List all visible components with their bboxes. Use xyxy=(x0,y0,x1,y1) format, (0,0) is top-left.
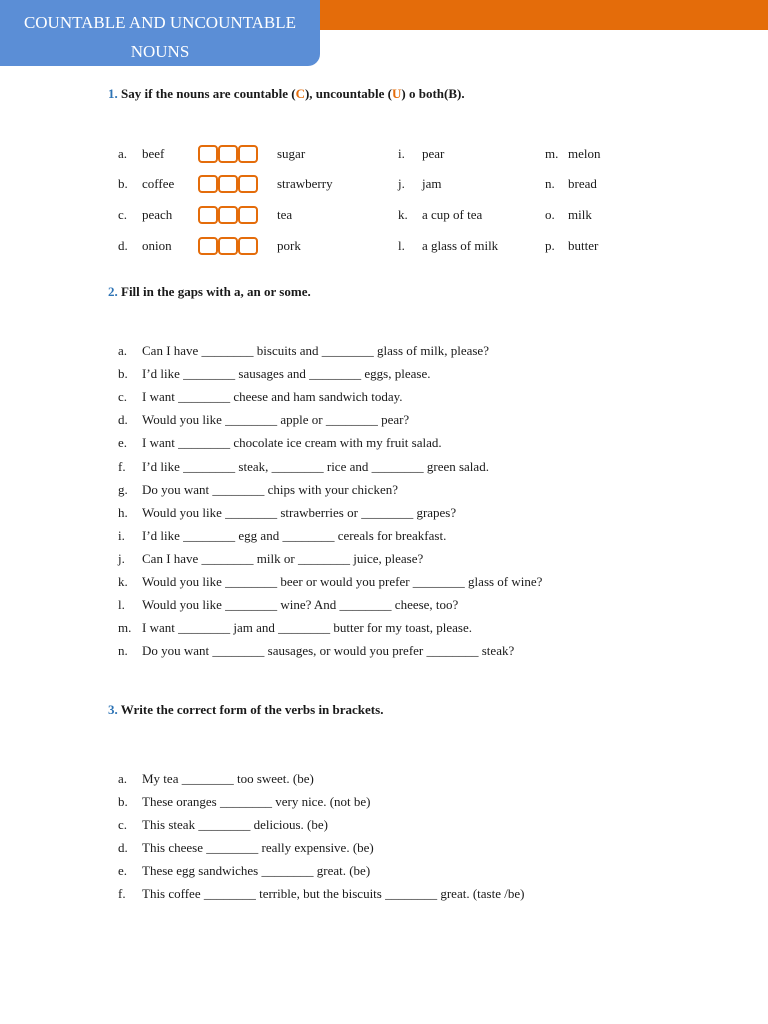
list-item xyxy=(0,641,768,661)
title-line-2: NOUNS xyxy=(130,42,190,61)
item-sentence: Would you like ________ apple or ________ pear? xyxy=(142,412,410,428)
item-sentence: These egg sandwiches ________ great. (be) xyxy=(142,863,371,878)
answer-box[interactable] xyxy=(218,237,238,255)
item-letter: b. xyxy=(118,366,128,382)
list-item xyxy=(0,526,768,546)
item-letter: i. xyxy=(118,527,125,543)
exercise-1-row xyxy=(0,174,768,194)
answer-box[interactable] xyxy=(218,206,238,224)
answer-box[interactable] xyxy=(198,175,218,193)
item-letter: g. xyxy=(118,481,128,497)
list-item xyxy=(0,364,768,384)
item-letter: l. xyxy=(398,238,405,253)
answer-box[interactable] xyxy=(218,145,238,163)
noun-word: tea xyxy=(277,207,293,222)
noun-word: jam xyxy=(422,176,442,191)
item-letter: d. xyxy=(118,840,128,855)
item-letter: n. xyxy=(545,176,555,191)
exercise-2-text: Fill in the gaps with a, an or some. xyxy=(117,284,311,299)
item-sentence: I’d like ________ steak, ________ rice and ________ green salad. xyxy=(142,458,489,474)
exercise-2-heading xyxy=(108,284,311,300)
answer-box[interactable] xyxy=(198,237,218,255)
item-letter: m. xyxy=(118,620,132,636)
item-letter: b. xyxy=(118,794,128,809)
noun-word: strawberry xyxy=(277,176,333,191)
answer-box[interactable] xyxy=(238,237,258,255)
item-sentence: I’d like ________ egg and ________ cereals for breakfast. xyxy=(142,527,447,543)
item-sentence: Do you want ________ sausages, or would you prefer ________ steak? xyxy=(142,643,515,659)
item-letter: c. xyxy=(118,207,128,222)
noun-word: pear xyxy=(422,146,445,161)
list-item xyxy=(0,410,768,430)
noun-word: butter xyxy=(568,238,599,253)
answer-box[interactable] xyxy=(218,175,238,193)
noun-word: milk xyxy=(568,207,592,222)
answer-boxes xyxy=(196,175,264,193)
answer-box[interactable] xyxy=(198,206,218,224)
answer-box[interactable] xyxy=(198,145,218,163)
list-item xyxy=(0,792,768,812)
noun-word: onion xyxy=(142,238,172,253)
item-letter: c. xyxy=(118,389,128,405)
answer-box[interactable] xyxy=(238,175,258,193)
item-letter: f. xyxy=(118,458,126,474)
noun-word: a glass of milk xyxy=(422,238,499,253)
answer-boxes xyxy=(196,145,264,163)
item-letter: k. xyxy=(398,207,408,222)
item-letter: c. xyxy=(118,817,128,832)
exercise-1-row xyxy=(0,236,768,256)
item-sentence: Can I have ________ milk or ________ juice, please? xyxy=(142,550,424,566)
item-sentence: This cheese ________ really expensive. (be) xyxy=(142,840,374,855)
list-item xyxy=(0,503,768,523)
list-item xyxy=(0,572,768,592)
item-letter: l. xyxy=(118,597,125,613)
noun-word: coffee xyxy=(142,176,175,191)
exercise-3-text: Write the correct form of the verbs in brackets. xyxy=(117,702,384,717)
item-sentence: This coffee ________ terrible, but the biscuits ________ great. (taste /be) xyxy=(142,886,525,901)
item-letter: b. xyxy=(118,176,128,191)
item-letter: d. xyxy=(118,238,128,253)
exercise-1-heading xyxy=(108,86,465,102)
item-sentence: Can I have ________ biscuits and ________ glass of milk, please? xyxy=(142,343,489,358)
item-letter: d. xyxy=(118,412,128,428)
exercise-1-row xyxy=(0,205,768,225)
item-letter: j. xyxy=(118,550,125,566)
list-item xyxy=(0,861,768,881)
list-item xyxy=(0,549,768,569)
title-line-1: COUNTABLE AND UNCOUNTABLE xyxy=(23,13,297,32)
item-letter: e. xyxy=(118,435,128,451)
list-item xyxy=(0,457,768,477)
exercise-3-heading xyxy=(108,702,383,718)
list-item xyxy=(0,769,768,789)
noun-word: peach xyxy=(142,207,173,222)
list-item xyxy=(0,387,768,407)
item-sentence: My tea ________ too sweet. (be) xyxy=(142,771,314,786)
item-sentence: Do you want ________ chips with your chicken? xyxy=(142,481,398,497)
answer-boxes xyxy=(196,237,264,255)
item-letter: i. xyxy=(398,146,405,161)
answer-box[interactable] xyxy=(238,145,258,163)
worksheet-title xyxy=(0,0,320,66)
uncountable-letter: U xyxy=(392,86,402,101)
noun-word: melon xyxy=(568,146,601,161)
exercise-1-text-part3: ) o both(B). xyxy=(401,86,465,101)
item-sentence: Would you like ________ strawberries or ________ grapes? xyxy=(142,504,457,520)
list-item xyxy=(0,433,768,453)
exercise-1-row xyxy=(0,144,768,164)
answer-boxes xyxy=(196,206,264,224)
item-letter: a. xyxy=(118,343,128,358)
item-sentence: These oranges ________ very nice. (not be) xyxy=(142,794,371,809)
item-letter: j. xyxy=(398,176,405,191)
item-letter: o. xyxy=(545,207,555,222)
exercise-1-text-part1: Say if the nouns are countable ( xyxy=(117,86,296,101)
item-letter: k. xyxy=(118,574,128,589)
item-sentence: I want ________ cheese and ham sandwich today. xyxy=(142,389,403,405)
answer-box[interactable] xyxy=(238,206,258,224)
list-item xyxy=(0,595,768,615)
item-letter: a. xyxy=(118,771,128,786)
list-item xyxy=(0,341,768,361)
item-sentence: I’d like ________ sausages and ________ eggs, please. xyxy=(142,366,431,382)
item-sentence: This steak ________ delicious. (be) xyxy=(142,817,328,832)
noun-word: beef xyxy=(142,146,165,161)
item-letter: e. xyxy=(118,863,128,878)
item-sentence: Would you like ________ wine? And ________ cheese, too? xyxy=(142,597,459,613)
item-sentence: I want ________ jam and ________ butter for my toast, please. xyxy=(142,620,472,636)
list-item xyxy=(0,815,768,835)
exercise-3-number: 3. xyxy=(108,702,118,717)
noun-word: sugar xyxy=(277,146,306,161)
exercise-1-text-part2: ), uncountable ( xyxy=(304,86,392,101)
exercise-2-number: 2. xyxy=(108,284,118,299)
item-letter: m. xyxy=(545,146,559,161)
list-item xyxy=(0,884,768,904)
item-sentence: I want ________ chocolate ice cream with my fruit salad. xyxy=(142,435,442,451)
exercise-1-number: 1. xyxy=(108,86,118,101)
item-letter: p. xyxy=(545,238,555,253)
noun-word: pork xyxy=(277,238,301,253)
noun-word: a cup of tea xyxy=(422,207,483,222)
item-letter: a. xyxy=(118,146,128,161)
countable-letter: C xyxy=(295,86,305,101)
list-item xyxy=(0,838,768,858)
list-item xyxy=(0,480,768,500)
noun-word: bread xyxy=(568,176,597,191)
item-letter: h. xyxy=(118,504,128,520)
item-letter: f. xyxy=(118,886,126,901)
list-item xyxy=(0,618,768,638)
item-sentence: Would you like ________ beer or would you prefer ________ glass of wine? xyxy=(142,574,543,589)
item-letter: n. xyxy=(118,643,128,659)
